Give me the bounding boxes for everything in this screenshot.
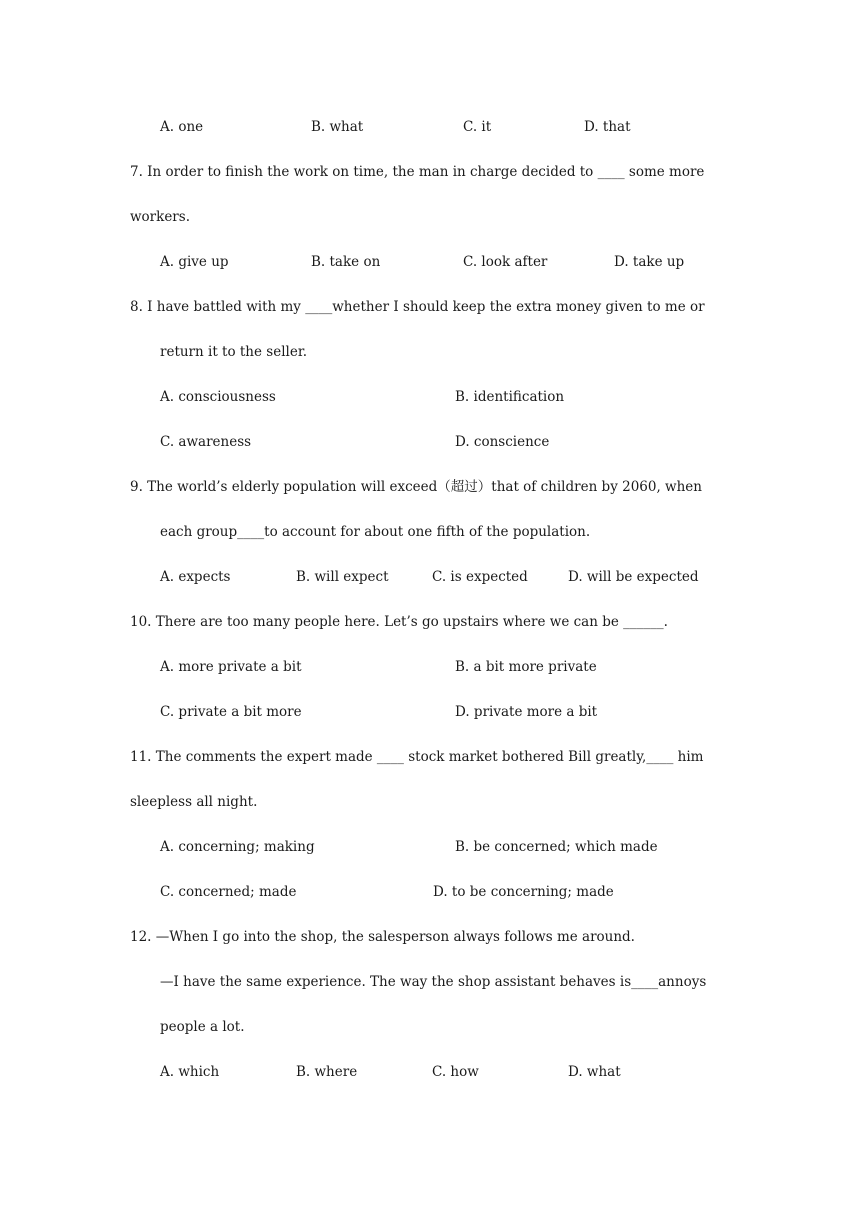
option-a: A. which (160, 1064, 220, 1080)
option-c: C. concerned; made (160, 884, 297, 900)
question-text: 7. In order to finish the work on time, the man in charge decided to ____ some more (130, 164, 705, 180)
option-d: D. conscience (455, 434, 550, 450)
option-c: C. private a bit more (160, 704, 302, 720)
option-d: D. will be expected (568, 569, 699, 585)
option-d: D. that (584, 119, 631, 135)
question-text: 8. I have battled with my ____whether I should keep the extra money given to me or (130, 299, 705, 315)
option-b: B. where (296, 1064, 358, 1080)
question-text-cont: —I have the same experience. The way the shop assistant behaves is____annoys (160, 974, 707, 990)
question-text-cont: each group____to account for about one fifth of the population. (160, 524, 591, 540)
question-text: 12. —When I go into the shop, the salesperson always follows me around. (130, 929, 635, 945)
option-b: B. take on (311, 254, 381, 270)
option-a: A. more private a bit (160, 659, 302, 675)
question-text: 9. The world’s elderly population will exceed（超过）that of children by 2060, when (130, 479, 702, 495)
option-a: A. consciousness (160, 389, 276, 405)
option-c: C. is expected (432, 569, 528, 585)
option-a: A. concerning; making (160, 839, 315, 855)
option-d: D. take up (614, 254, 685, 270)
question-text-cont: return it to the seller. (160, 344, 308, 360)
option-b: B. be concerned; which made (455, 839, 658, 855)
question-text: 11. The comments the expert made ____ stock market bothered Bill greatly,____ him (130, 749, 704, 765)
option-b: B. identification (455, 389, 565, 405)
option-c: C. it (463, 119, 492, 135)
option-d: D. private more a bit (455, 704, 598, 720)
question-text-cont: workers. (130, 209, 190, 225)
question-text-cont: people a lot. (160, 1019, 245, 1035)
option-c: C. look after (463, 254, 548, 270)
option-a: A. one (160, 119, 204, 135)
question-text-cont: sleepless all night. (130, 794, 258, 810)
option-c: C. how (432, 1064, 479, 1080)
option-d: D. to be concerning; made (433, 884, 614, 900)
option-d: D. what (568, 1064, 621, 1080)
option-b: B. will expect (296, 569, 389, 585)
option-b: B. what (311, 119, 364, 135)
option-c: C. awareness (160, 434, 252, 450)
question-text: 10. There are too many people here. Let’s go upstairs where we can be ______. (130, 614, 668, 630)
option-a: A. give up (160, 254, 229, 270)
option-a: A. expects (160, 569, 231, 585)
option-b: B. a bit more private (455, 659, 597, 675)
